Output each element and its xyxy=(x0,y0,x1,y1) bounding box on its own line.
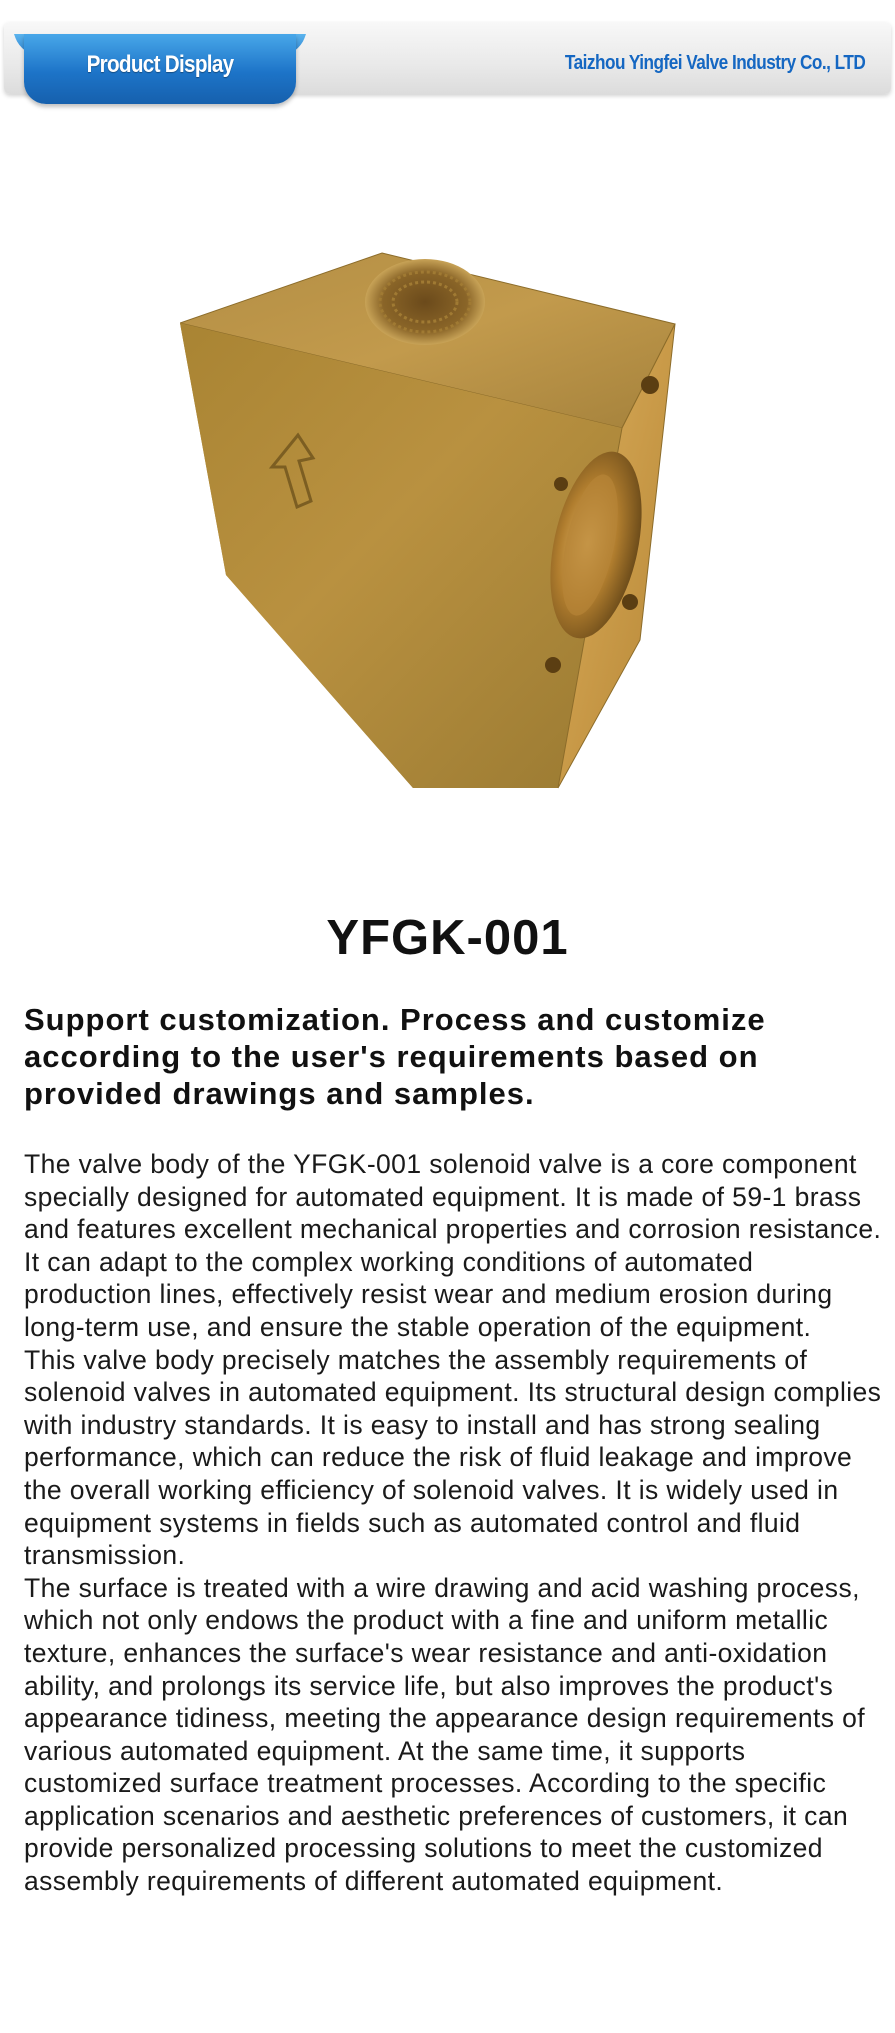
customization-headline: Support customization. Process and customize according to the user's requirements based on provided drawings and samples. xyxy=(24,1002,766,1111)
description-paragraph-3: The surface is treated with a wire drawing and acid washing process, which not only endows the product with a fine and uniform metallic texture, enhances the surface's wear resistance and anti-oxidation ability, and prolongs its service life, but also improves the product's appearance tidiness, meeting the appearance design requirements of various automated equipment. At the same time, it supports customized surface treatment processes. According to the specific application scenarios and aesthetic preferences of customers, it can provide personalized processing solutions to meet the customized assembly requirements of different automated equipment. xyxy=(24,1572,866,1897)
mount-hole xyxy=(641,376,659,394)
description-paragraph-2: This valve body precisely matches the assembly requirements of solenoid valves in automated equipment. Its structural design complies with industry standards. It is easy to install and has strong sealing performance, which can reduce the risk of fluid leakage and improve the overall working efficiency of solenoid valves. It is widely used in equipment systems in fields such as automated control and fluid transmission. xyxy=(24,1344,882,1571)
brass-valve-body-image xyxy=(180,245,710,790)
top-bore xyxy=(365,259,485,345)
mount-hole xyxy=(622,594,638,610)
product-display-tab[interactable] xyxy=(24,34,296,104)
mount-hole xyxy=(554,477,568,491)
mount-hole xyxy=(545,657,561,673)
description-paragraph-1: The valve body of the YFGK-001 solenoid valve is a core component specially designed for automated equipment. It is made of 59-1 brass and features excellent mechanical properties and corrosion resistance. It can adapt to the complex working conditions of automated production lines, effectively resist wear and medium erosion during long-term use, and ensure the stable operation of the equipment. xyxy=(24,1149,882,1342)
header-banner xyxy=(4,22,891,94)
model-number: YFGK-001 xyxy=(326,911,569,965)
company-name: Taizhou Yingfei Valve Industry Co., LTD xyxy=(564,52,865,74)
product-description xyxy=(24,1148,884,1898)
tab-label: Product Display xyxy=(86,51,234,78)
